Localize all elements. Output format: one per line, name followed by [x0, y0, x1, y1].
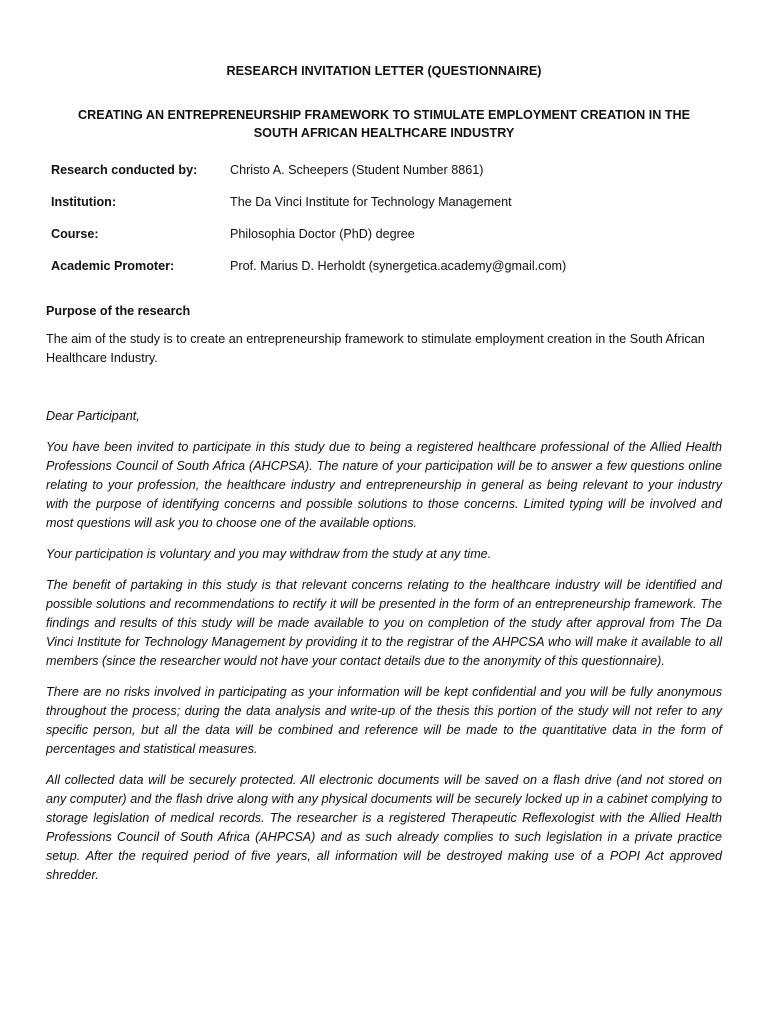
info-value: Philosophia Doctor (PhD) degree	[230, 227, 415, 241]
purpose-text: The aim of the study is to create an entrepreneurship framework to stimulate employment creation in the South African Healthcare Industry.	[46, 332, 705, 365]
info-row-course	[51, 218, 566, 250]
study-title-line-1: CREATING AN ENTREPRENEURSHIP FRAMEWORK TO STIMULATE EMPLOYMENT CREATION IN THE	[78, 108, 690, 122]
body-paragraph: The benefit of partaking in this study is that relevant concerns relating to the healthcare industry will be identified and possible solutions and recommendations to rectify it will be presented in the form of an entrepreneurship framework. The findings and results of this study will be made available to you on completion of the study after approval from The Da Vinci Institute for Technology Management by providing it to the registrar of the AHPCSA who will make it available to all members (since the researcher would not have your contact details due to the anonymity of this questionnaire).	[46, 578, 722, 668]
body-paragraph: Your participation is voluntary and you may withdraw from the study at any time.	[46, 547, 492, 561]
study-title-line-2: SOUTH AFRICAN HEALTHCARE INDUSTRY	[253, 125, 515, 140]
info-label: Academic Promoter:	[51, 259, 175, 273]
body-paragraph: There are no risks involved in participating as your information will be kept confidential and you will be fully anonymous throughout the process; during the data analysis and write-up of the thesis this portion of the study will not refer to any specific person, but all the data will be combined and reference will be made to the quantitative data in the form of percentages and statistical measures.	[46, 685, 722, 756]
info-value: Prof. Marius D. Herholdt (synergetica.academy@gmail.com)	[230, 259, 567, 273]
info-label: Course:	[51, 227, 99, 241]
info-row-institution	[51, 186, 566, 218]
info-label: Institution:	[51, 195, 117, 209]
body-paragraph: All collected data will be securely protected. All electronic documents will be saved on a flash drive (and not stored on any computer) and the flash drive along with any physical documents will be securely locked up in a cabinet complying to storage legislation of medical records. The researcher is a registered Therapeutic Reflexologist with the Allied Health Professions Council of South Africa (AHPCSA) and as such already complies to such legislation in a private practice setup. After the required period of five years, all information will be destroyed making use of a POPI Act approved shredder.	[46, 773, 722, 882]
info-value: Christo A. Scheepers (Student Number 8861)	[230, 163, 484, 177]
info-label: Research conducted by:	[51, 163, 198, 177]
document-heading: RESEARCH INVITATION LETTER (QUESTIONNAIRE)	[226, 64, 542, 78]
body-paragraph: You have been invited to participate in this study due to being a registered healthcare professional of the Allied Health Professions Council of South Africa (AHCPSA). The nature of your participation will be to answer a few questions online relating to your profession, the healthcare industry and entrepreneurship in general as being relevant to your industry with the purpose of identifying concerns and possible solutions to those concerns. Limited typing will be involved and most questions will ask you to choose one of the available options.	[46, 440, 722, 530]
info-value: The Da Vinci Institute for Technology Management	[230, 195, 512, 209]
info-row-promoter	[51, 250, 566, 282]
study-title	[46, 107, 722, 142]
purpose-heading: Purpose of the research	[46, 304, 191, 318]
info-row-researcher	[51, 154, 566, 186]
salutation: Dear Participant,	[46, 409, 140, 423]
research-info-table	[51, 154, 566, 282]
